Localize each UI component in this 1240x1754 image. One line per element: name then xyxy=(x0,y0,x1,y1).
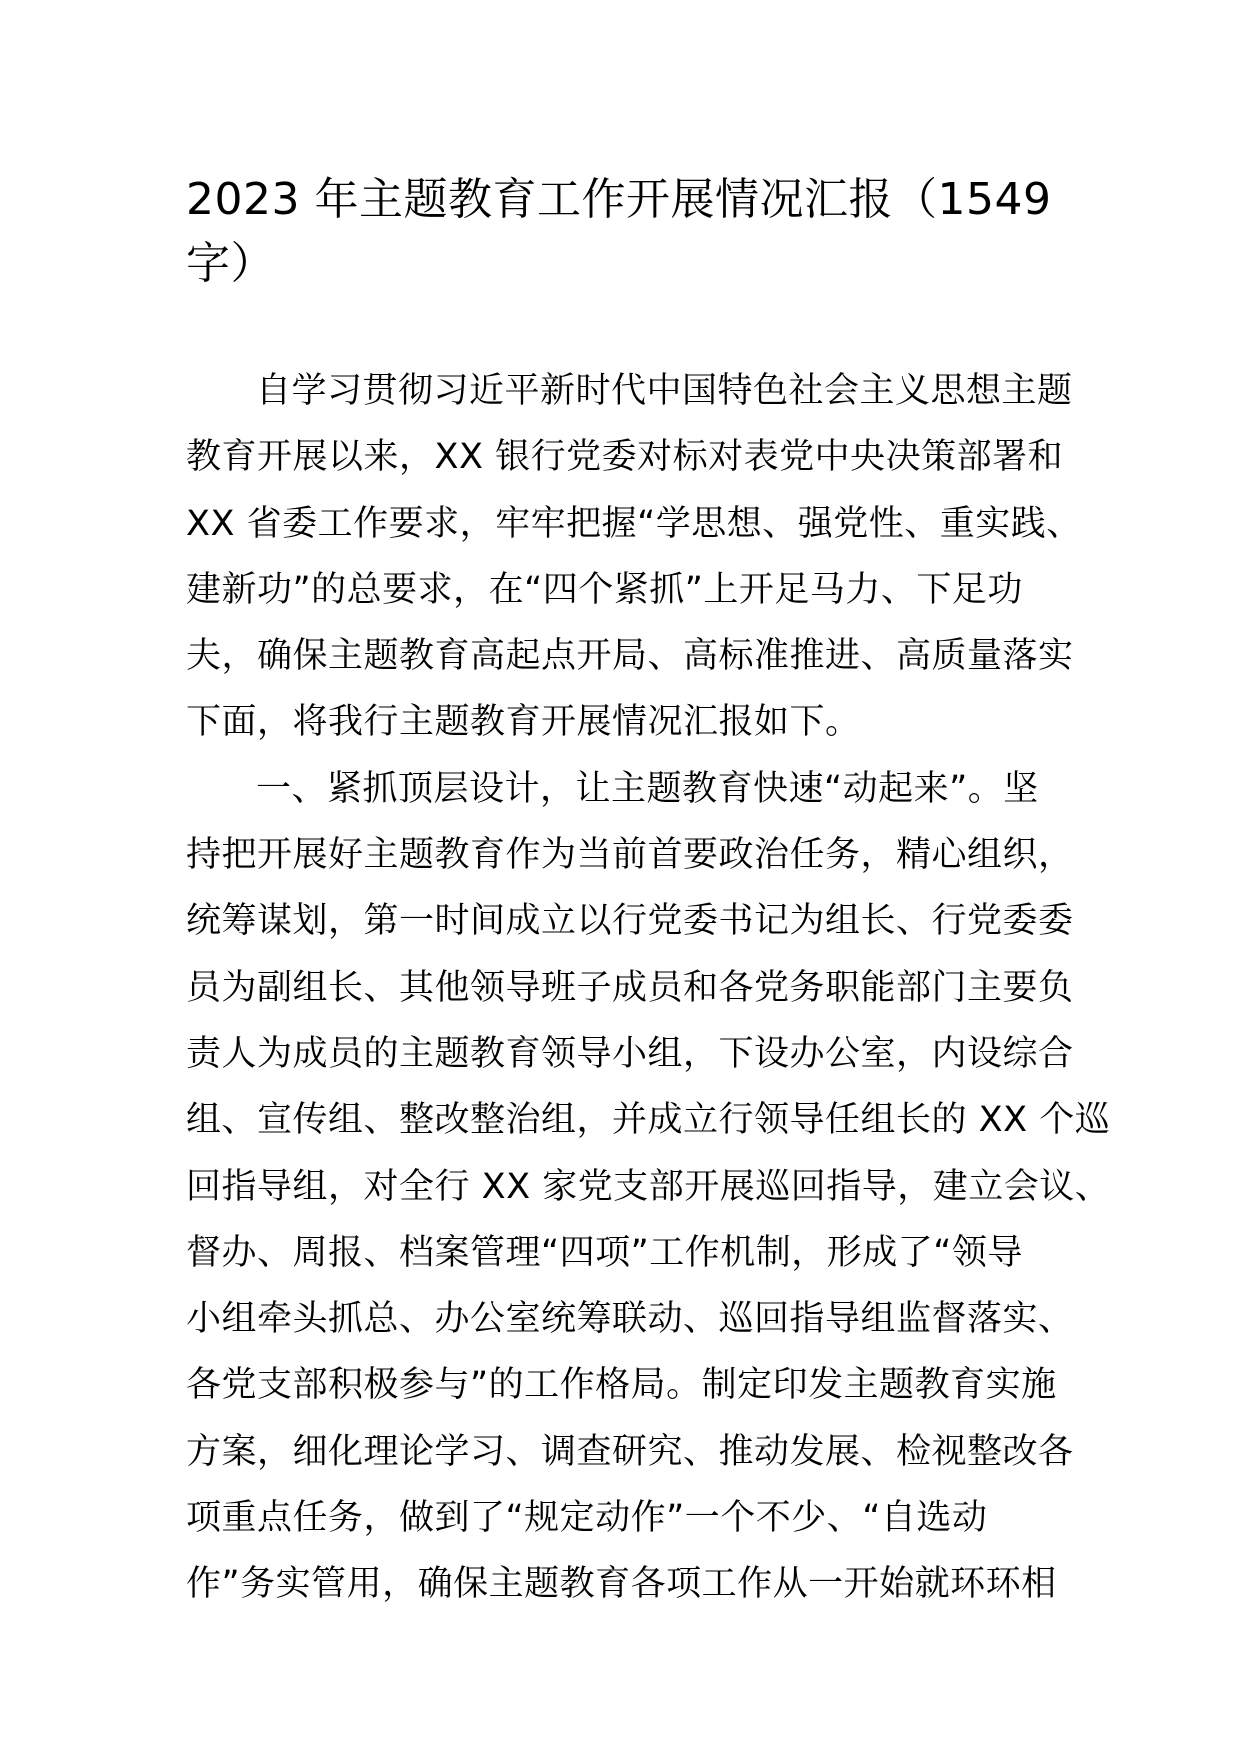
body-line: 教育开展以来，XX 银行党委对标对表党中央决策部署和 xyxy=(186,437,1064,478)
body-line: 方案，细化理论学习、调查研究、推动发展、检视整改各 xyxy=(186,1431,1074,1472)
body-line: 建新功”的总要求，在“四个紧抓”上开足马力、下足功 xyxy=(186,569,1023,610)
document-title xyxy=(186,168,1066,296)
body-line: 小组牵头抓总、办公室统筹联动、巡回指导组监督落实、 xyxy=(186,1299,1074,1340)
body-line: 自学习贯彻习近平新时代中国特色社会主义思想主题 xyxy=(256,371,1073,411)
body-line: 员为副组长、其他领导班子成员和各党务职能部门主要负 xyxy=(186,967,1074,1008)
body-line: 回指导组，对全行 XX 家党支部开展巡回指导，建立会议、 xyxy=(186,1166,1111,1207)
body-line: 作”务实管用，确保主题教育各项工作从一开始就环环相 xyxy=(186,1564,1057,1605)
title-line-1: 2023 年主题教育工作开展情况汇报（1549 xyxy=(186,174,1052,225)
body-line: 统筹谋划，第一时间成立以行党委书记为组长、行党委委 xyxy=(186,901,1074,942)
body-line: XX 省委工作要求，牢牢把握“学思想、强党性、重实践、 xyxy=(186,503,1082,544)
body-line: 组、宣传组、整改整治组，并成立行领导任组长的 XX 个巡 xyxy=(186,1100,1111,1141)
body-line: 各党支部积极参与”的工作格局。制定印发主题教育实施 xyxy=(186,1365,1057,1406)
body-line: 责人为成员的主题教育领导小组，下设办公室，内设综合 xyxy=(186,1033,1074,1074)
document-body xyxy=(186,358,1111,1618)
body-line: 夫，确保主题教育高起点开局、高标准推进、高质量落实 xyxy=(186,636,1074,677)
body-line: 项重点任务，做到了“规定动作”一个不少、“自选动 xyxy=(186,1498,988,1539)
body-line: 下面，将我行主题教育开展情况汇报如下。 xyxy=(186,702,861,743)
title-line-2: 字） xyxy=(186,238,275,289)
body-line: 持把开展好主题教育作为当前首要政治任务，精心组织， xyxy=(186,835,1074,876)
body-line: 督办、周报、档案管理“四项”工作机制，形成了“领导 xyxy=(186,1232,1023,1273)
section-heading-line: 一、紧抓顶层设计，让主题教育快速“动起来”。坚 xyxy=(256,768,1039,809)
